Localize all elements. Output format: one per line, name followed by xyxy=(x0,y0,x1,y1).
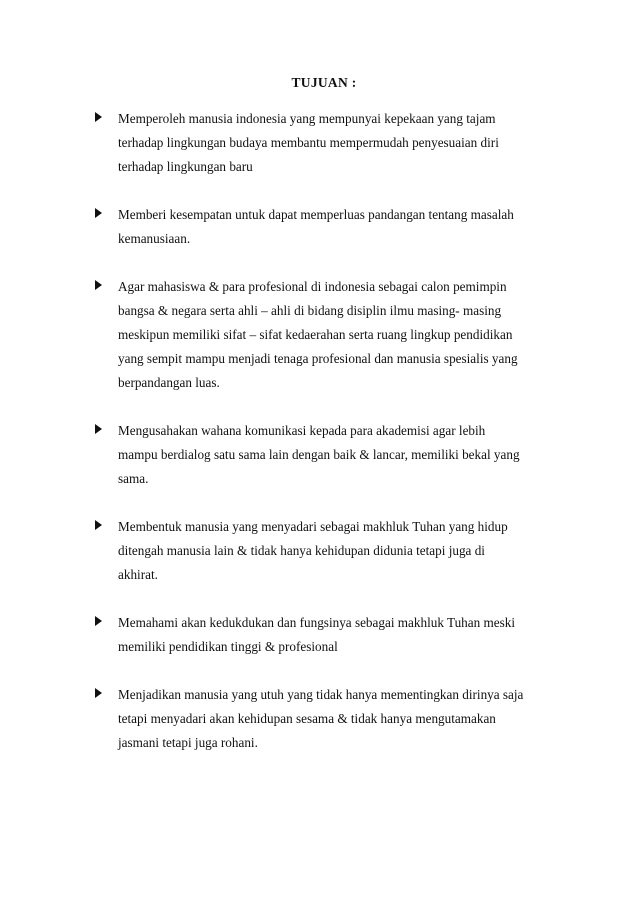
item-text-line: mampu berdialog satu sama lain dengan baik & lancar, memiliki bekal yang xyxy=(118,447,520,462)
list-item xyxy=(95,419,575,491)
item-text-line: Menjadikan manusia yang utuh yang tidak hanya mementingkan dirinya saja xyxy=(118,687,524,702)
item-text-line: sama. xyxy=(118,471,149,486)
item-text-line: kemanusiaan. xyxy=(118,231,191,246)
item-text-line: Memperoleh manusia indonesia yang mempunyai kepekaan yang tajam xyxy=(118,111,496,126)
item-text-line: berpandangan luas. xyxy=(118,375,220,390)
item-text-line: yang sempit mampu menjadi tenaga profesional dan manusia spesialis yang xyxy=(118,351,518,366)
list-item xyxy=(95,683,575,755)
page-title: TUJUAN : xyxy=(291,75,357,90)
list-item xyxy=(95,515,575,587)
triangle-bullet-icon xyxy=(95,280,102,290)
item-text-line: tetapi menyadari akan kehidupan sesama & tidak hanya mengutamakan xyxy=(118,711,496,726)
triangle-bullet-icon xyxy=(95,208,102,218)
triangle-bullet-icon xyxy=(95,424,102,434)
item-text-line: Membentuk manusia yang menyadari sebagai makhluk Tuhan yang hidup xyxy=(118,519,508,534)
item-text-line: Mengusahakan wahana komunikasi kepada para akademisi agar lebih xyxy=(118,423,486,438)
item-text-line: Memahami akan kedukdukan dan fungsinya sebagai makhluk Tuhan meski xyxy=(118,615,516,630)
item-text-line: bangsa & negara serta ahli – ahli di bidang disiplin ilmu masing- masing xyxy=(118,303,502,318)
list-item xyxy=(95,107,575,179)
triangle-bullet-icon xyxy=(95,688,102,698)
list-item xyxy=(95,611,575,659)
list-item xyxy=(95,203,575,251)
item-text-line: memiliki pendidikan tinggi & profesional xyxy=(118,639,338,654)
item-text-line: meskipun memiliki sifat – sifat kedaerahan serta ruang lingkup pendidikan xyxy=(118,327,513,342)
item-text-line: Memberi kesempatan untuk dapat memperluas pandangan tentang masalah xyxy=(118,207,514,222)
item-text-line: jasmani tetapi juga rohani. xyxy=(118,735,258,750)
triangle-bullet-icon xyxy=(95,112,102,122)
objectives-list xyxy=(95,107,575,779)
list-item xyxy=(95,275,575,395)
item-text-line: terhadap lingkungan budaya membantu mempermudah penyesuaian diri xyxy=(118,135,499,150)
item-text-line: Agar mahasiswa & para profesional di indonesia sebagai calon pemimpin xyxy=(118,279,507,294)
triangle-bullet-icon xyxy=(95,616,102,626)
triangle-bullet-icon xyxy=(95,520,102,530)
item-text-line: terhadap lingkungan baru xyxy=(118,159,253,174)
item-text-line: ditengah manusia lain & tidak hanya kehidupan didunia tetapi juga di xyxy=(118,543,485,558)
item-text-line: akhirat. xyxy=(118,567,158,582)
